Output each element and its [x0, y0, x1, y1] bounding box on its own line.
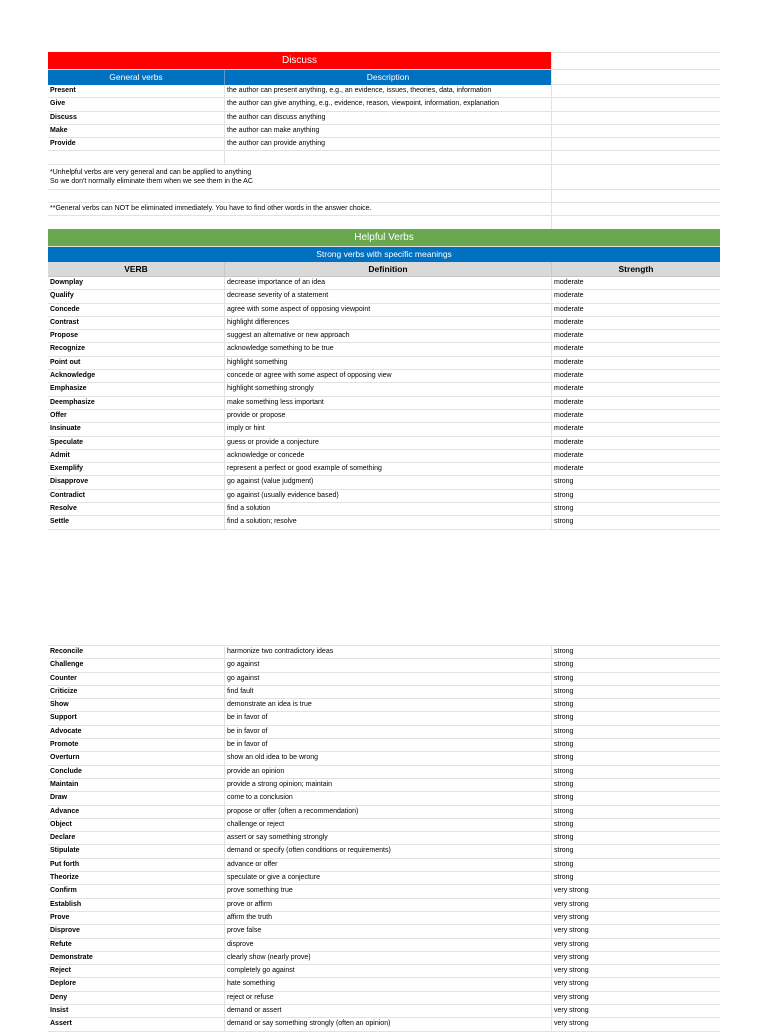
table-row [48, 712, 720, 725]
table-row [48, 819, 720, 832]
verb-cell: Declare [50, 834, 76, 842]
strength-cell: strong [551, 659, 720, 671]
definition-cell: acknowledge or concede [224, 450, 551, 462]
table-row [48, 899, 720, 912]
strength-cell: moderate [551, 437, 720, 449]
definition-cell: demand or say something strongly (often an opinion) [224, 1018, 551, 1030]
strength-cell: strong [551, 516, 720, 528]
note-unhelpful-line2: So we don't normally eliminate them when we see them in the AC [50, 177, 253, 185]
definition-cell: demand or assert [224, 1005, 551, 1017]
empty-cell [551, 125, 720, 137]
empty-cell [551, 138, 720, 150]
verb-cell: Reject [50, 967, 72, 975]
note-unhelpful [48, 165, 551, 189]
strength-cell: very strong [551, 992, 720, 1004]
empty-cell [551, 52, 720, 69]
description-cell: the author can make anything [224, 125, 551, 137]
verb-cell: Resolve [50, 505, 77, 513]
verb-cell: Exemplify [50, 465, 84, 473]
table-row [48, 806, 720, 819]
verb-cell: Support [50, 714, 77, 722]
definition-cell: provide a strong opinion; maintain [224, 779, 551, 791]
verb-cell: Prove [50, 913, 70, 921]
table-row [48, 752, 720, 765]
strength-cell: strong [551, 872, 720, 884]
verb-cell: Admit [50, 451, 70, 459]
table-row [48, 437, 720, 450]
verb-cell: Advance [50, 807, 80, 815]
definition-cell: provide an opinion [224, 766, 551, 778]
verb-cell: Point out [50, 358, 81, 366]
strength-cell: moderate [551, 317, 720, 329]
table-row [48, 686, 720, 699]
table-row [48, 370, 720, 383]
verb-cell: Put forth [50, 860, 80, 868]
strength-cell: moderate [551, 304, 720, 316]
definition-cell: decrease importance of an idea [224, 277, 551, 289]
strength-cell: strong [551, 766, 720, 778]
table-row [48, 98, 720, 111]
continued-rows [48, 646, 720, 1032]
empty-cell [224, 151, 551, 163]
verb-cell: Acknowledge [50, 372, 96, 380]
helpful-banner-row [48, 229, 720, 247]
table-row [48, 317, 720, 330]
table-row [48, 397, 720, 410]
strength-cell: strong [551, 859, 720, 871]
strength-cell: very strong [551, 939, 720, 951]
definition-cell: suggest an alternative or new approach [224, 330, 551, 342]
strength-cell: moderate [551, 357, 720, 369]
definition-cell: find fault [224, 686, 551, 698]
definition-cell: guess or provide a conjecture [224, 437, 551, 449]
strength-cell: very strong [551, 912, 720, 924]
definition-cell: find a solution [224, 503, 551, 515]
table-row [48, 646, 720, 659]
verb-cell: Overturn [50, 754, 80, 762]
definition-cell: speculate or give a conjecture [224, 872, 551, 884]
note-general: **General verbs can NOT be eliminated immediately. You have to find other words in the answer choice. [50, 205, 372, 213]
definition-cell: harmonize two contradictory ideas [224, 646, 551, 658]
verb-cell: Contrast [50, 318, 79, 326]
strength-cell: strong [551, 752, 720, 764]
definition-cell: propose or offer (often a recommendation) [224, 806, 551, 818]
table-row [48, 503, 720, 516]
verb-cell: Downplay [50, 279, 84, 286]
table-row [48, 450, 720, 463]
definition-cell: come to a conclusion [224, 792, 551, 804]
definition-cell: prove or affirm [224, 899, 551, 911]
strength-cell: strong [551, 845, 720, 857]
verb-cell: Disapprove [50, 478, 89, 486]
table-row [48, 357, 720, 370]
helpful-banner: Helpful Verbs [48, 229, 720, 246]
strength-cell: very strong [551, 952, 720, 964]
verb-cell: Challenge [50, 661, 84, 669]
blank-row [48, 151, 720, 164]
table-row [48, 872, 720, 885]
verb-cell: Insinuate [50, 425, 81, 433]
verb-cell: Establish [50, 900, 82, 908]
table-row [48, 423, 720, 436]
strength-cell: moderate [551, 330, 720, 342]
strength-cell: strong [551, 476, 720, 488]
verb-cell: Concede [50, 305, 80, 313]
definition-cell: challenge or reject [224, 819, 551, 831]
verb-cell: Propose [50, 332, 79, 340]
verb-cell: Emphasize [50, 385, 87, 393]
strength-cell: moderate [551, 463, 720, 475]
verb-cell: Theorize [50, 874, 79, 882]
table-row [48, 766, 720, 779]
definition-cell: agree with some aspect of opposing viewpoint [224, 304, 551, 316]
verb-cell: Provide [50, 140, 76, 148]
verb-cell: Maintain [50, 780, 79, 788]
definition-cell: advance or offer [224, 859, 551, 871]
definition-cell: be in favor of [224, 739, 551, 751]
verb-cell: Qualify [50, 292, 74, 300]
table-row [48, 410, 720, 423]
helpful-subheader: Strong verbs with specific meanings [316, 249, 452, 259]
description-cell: the author can discuss anything [224, 112, 551, 124]
verb-cell: Stipulate [50, 847, 80, 855]
verb-cell: Confirm [50, 887, 77, 895]
table-row [48, 939, 720, 952]
blank-row [48, 190, 720, 203]
table-row [48, 138, 720, 151]
strength-cell: very strong [551, 978, 720, 990]
strength-cell: strong [551, 726, 720, 738]
table-row [48, 726, 720, 739]
definition-cell: prove false [224, 925, 551, 937]
table-row [48, 290, 720, 303]
definition-cell: be in favor of [224, 726, 551, 738]
general-verbs-header: General verbs [48, 70, 224, 85]
empty-cell [551, 190, 720, 202]
table-row [48, 925, 720, 938]
definition-cell: represent a perfect or good example of something [224, 463, 551, 475]
verb-cell: Make [50, 126, 68, 134]
definition-cell: affirm the truth [224, 912, 551, 924]
strength-cell: strong [551, 490, 720, 502]
definition-cell: completely go against [224, 965, 551, 977]
strength-cell: very strong [551, 965, 720, 977]
strength-cell: strong [551, 673, 720, 685]
strength-cell: moderate [551, 423, 720, 435]
verb-cell: Assert [50, 1020, 72, 1028]
verb-cell: Settle [50, 518, 70, 526]
table-row [48, 885, 720, 898]
empty-cell [551, 151, 720, 163]
discuss-rows [48, 85, 720, 151]
table-row [48, 792, 720, 805]
strength-cell: very strong [551, 925, 720, 937]
definition-cell: assert or say something strongly [224, 832, 551, 844]
verb-cell: Criticize [50, 687, 78, 695]
description-cell: the author can present anything, e.g., an evidence, issues, theories, data, information [224, 85, 551, 97]
table-row [48, 277, 720, 290]
strength-cell: strong [551, 792, 720, 804]
definition-cell: reject or refuse [224, 992, 551, 1004]
definition-cell: clearly show (nearly prove) [224, 952, 551, 964]
note-unhelpful-row [48, 165, 720, 190]
description-cell: the author can give anything, e.g., evidence, reason, viewpoint, information, explanation [224, 98, 551, 110]
strength-cell: strong [551, 779, 720, 791]
table-row [48, 832, 720, 845]
definition-cell: highlight something strongly [224, 383, 551, 395]
strength-cell: moderate [551, 290, 720, 302]
definition-cell: go against (value judgment) [224, 476, 551, 488]
strength-cell: moderate [551, 343, 720, 355]
verb-cell: Demonstrate [50, 953, 93, 961]
note-unhelpful-line1: *Unhelpful verbs are very general and can be applied to anything [50, 168, 252, 176]
discuss-section [48, 52, 720, 230]
verb-cell: Speculate [50, 438, 84, 446]
empty-cell [551, 203, 720, 215]
table-row [48, 1005, 720, 1018]
table-row [48, 476, 720, 489]
verb-cell: Object [50, 820, 72, 828]
table-row [48, 343, 720, 356]
verb-cell: Offer [50, 411, 67, 419]
strength-column-header: Strength [551, 262, 720, 276]
verb-cell: Insist [50, 1007, 69, 1015]
strength-cell: very strong [551, 885, 720, 897]
table-row [48, 845, 720, 858]
continued-section [48, 645, 720, 1032]
table-row [48, 125, 720, 138]
discuss-banner: Discuss [48, 52, 551, 69]
table-row [48, 952, 720, 965]
definition-cell: highlight differences [224, 317, 551, 329]
definition-cell: make something less important [224, 397, 551, 409]
strength-cell: very strong [551, 1018, 720, 1030]
verb-cell: Present [50, 87, 76, 94]
verb-cell: Show [50, 701, 69, 709]
strength-cell: moderate [551, 450, 720, 462]
verb-cell: Recognize [50, 345, 86, 353]
verb-cell: Promote [50, 741, 79, 749]
definition-cell: go against [224, 673, 551, 685]
verb-cell: Deplore [50, 980, 77, 988]
definition-cell: hate something [224, 978, 551, 990]
table-row [48, 1018, 720, 1031]
table-row [48, 304, 720, 317]
table-row [48, 330, 720, 343]
discuss-header-row [48, 70, 720, 85]
strength-cell: strong [551, 832, 720, 844]
empty-cell [551, 165, 720, 189]
strength-cell: moderate [551, 370, 720, 382]
strength-cell: very strong [551, 1005, 720, 1017]
definition-cell: go against (usually evidence based) [224, 490, 551, 502]
empty-cell [551, 216, 720, 228]
description-header: Description [224, 70, 551, 85]
strength-cell: strong [551, 712, 720, 724]
table-row [48, 112, 720, 125]
strength-cell: moderate [551, 397, 720, 409]
definition-cell: imply or hint [224, 423, 551, 435]
strength-cell: strong [551, 699, 720, 711]
definition-cell: decrease severity of a statement [224, 290, 551, 302]
verb-cell: Give [50, 100, 66, 108]
definition-cell: find a solution; resolve [224, 516, 551, 528]
verb-cell: Draw [50, 794, 68, 802]
definition-cell: demonstrate an idea is true [224, 699, 551, 711]
verb-cell: Deny [50, 993, 68, 1001]
table-row [48, 490, 720, 503]
table-row [48, 859, 720, 872]
verb-cell: Discuss [50, 113, 77, 121]
definition-column-header: Definition [224, 262, 551, 276]
table-row [48, 85, 720, 98]
empty-cell [551, 85, 720, 97]
table-row [48, 779, 720, 792]
verb-cell: Reconcile [50, 648, 84, 655]
verb-cell: Conclude [50, 767, 82, 775]
discuss-banner-row [48, 52, 720, 70]
definition-cell: go against [224, 659, 551, 671]
strength-cell: moderate [551, 410, 720, 422]
helpful-rows [48, 277, 720, 530]
empty-cell [551, 70, 720, 85]
strength-cell: strong [551, 646, 720, 658]
definition-cell: provide or propose [224, 410, 551, 422]
empty-cell [551, 112, 720, 124]
verb-cell: Advocate [50, 727, 82, 735]
definition-cell: concede or agree with some aspect of opposing view [224, 370, 551, 382]
definition-cell: show an old idea to be wrong [224, 752, 551, 764]
verb-column-header: VERB [124, 264, 148, 274]
helpful-subheader-row [48, 247, 720, 262]
note-general-row [48, 203, 720, 216]
helpful-column-headers [48, 262, 720, 277]
definition-cell: disprove [224, 939, 551, 951]
definition-cell: prove something true [224, 885, 551, 897]
definition-cell: demand or specify (often conditions or requirements) [224, 845, 551, 857]
strength-cell: strong [551, 819, 720, 831]
empty-cell [551, 98, 720, 110]
definition-cell: be in favor of [224, 712, 551, 724]
verb-cell: Counter [50, 674, 77, 682]
helpful-section [48, 229, 720, 530]
blank-row [48, 216, 720, 229]
empty-cell [48, 151, 224, 163]
verb-cell: Disprove [50, 927, 80, 935]
table-row [48, 383, 720, 396]
table-row [48, 912, 720, 925]
definition-cell: acknowledge something to be true [224, 343, 551, 355]
table-row [48, 463, 720, 476]
table-row [48, 699, 720, 712]
verb-cell: Contradict [50, 491, 85, 499]
strength-cell: strong [551, 686, 720, 698]
table-row [48, 992, 720, 1005]
table-row [48, 659, 720, 672]
strength-cell: strong [551, 806, 720, 818]
table-row [48, 965, 720, 978]
verb-cell: Deemphasize [50, 398, 95, 406]
table-row [48, 739, 720, 752]
definition-cell: highlight something [224, 357, 551, 369]
strength-cell: very strong [551, 899, 720, 911]
verb-cell: Refute [50, 940, 72, 948]
strength-cell: moderate [551, 277, 720, 289]
strength-cell: strong [551, 503, 720, 515]
strength-cell: strong [551, 739, 720, 751]
table-row [48, 978, 720, 991]
table-row [48, 673, 720, 686]
strength-cell: moderate [551, 383, 720, 395]
description-cell: the author can provide anything [224, 138, 551, 150]
table-row [48, 516, 720, 529]
